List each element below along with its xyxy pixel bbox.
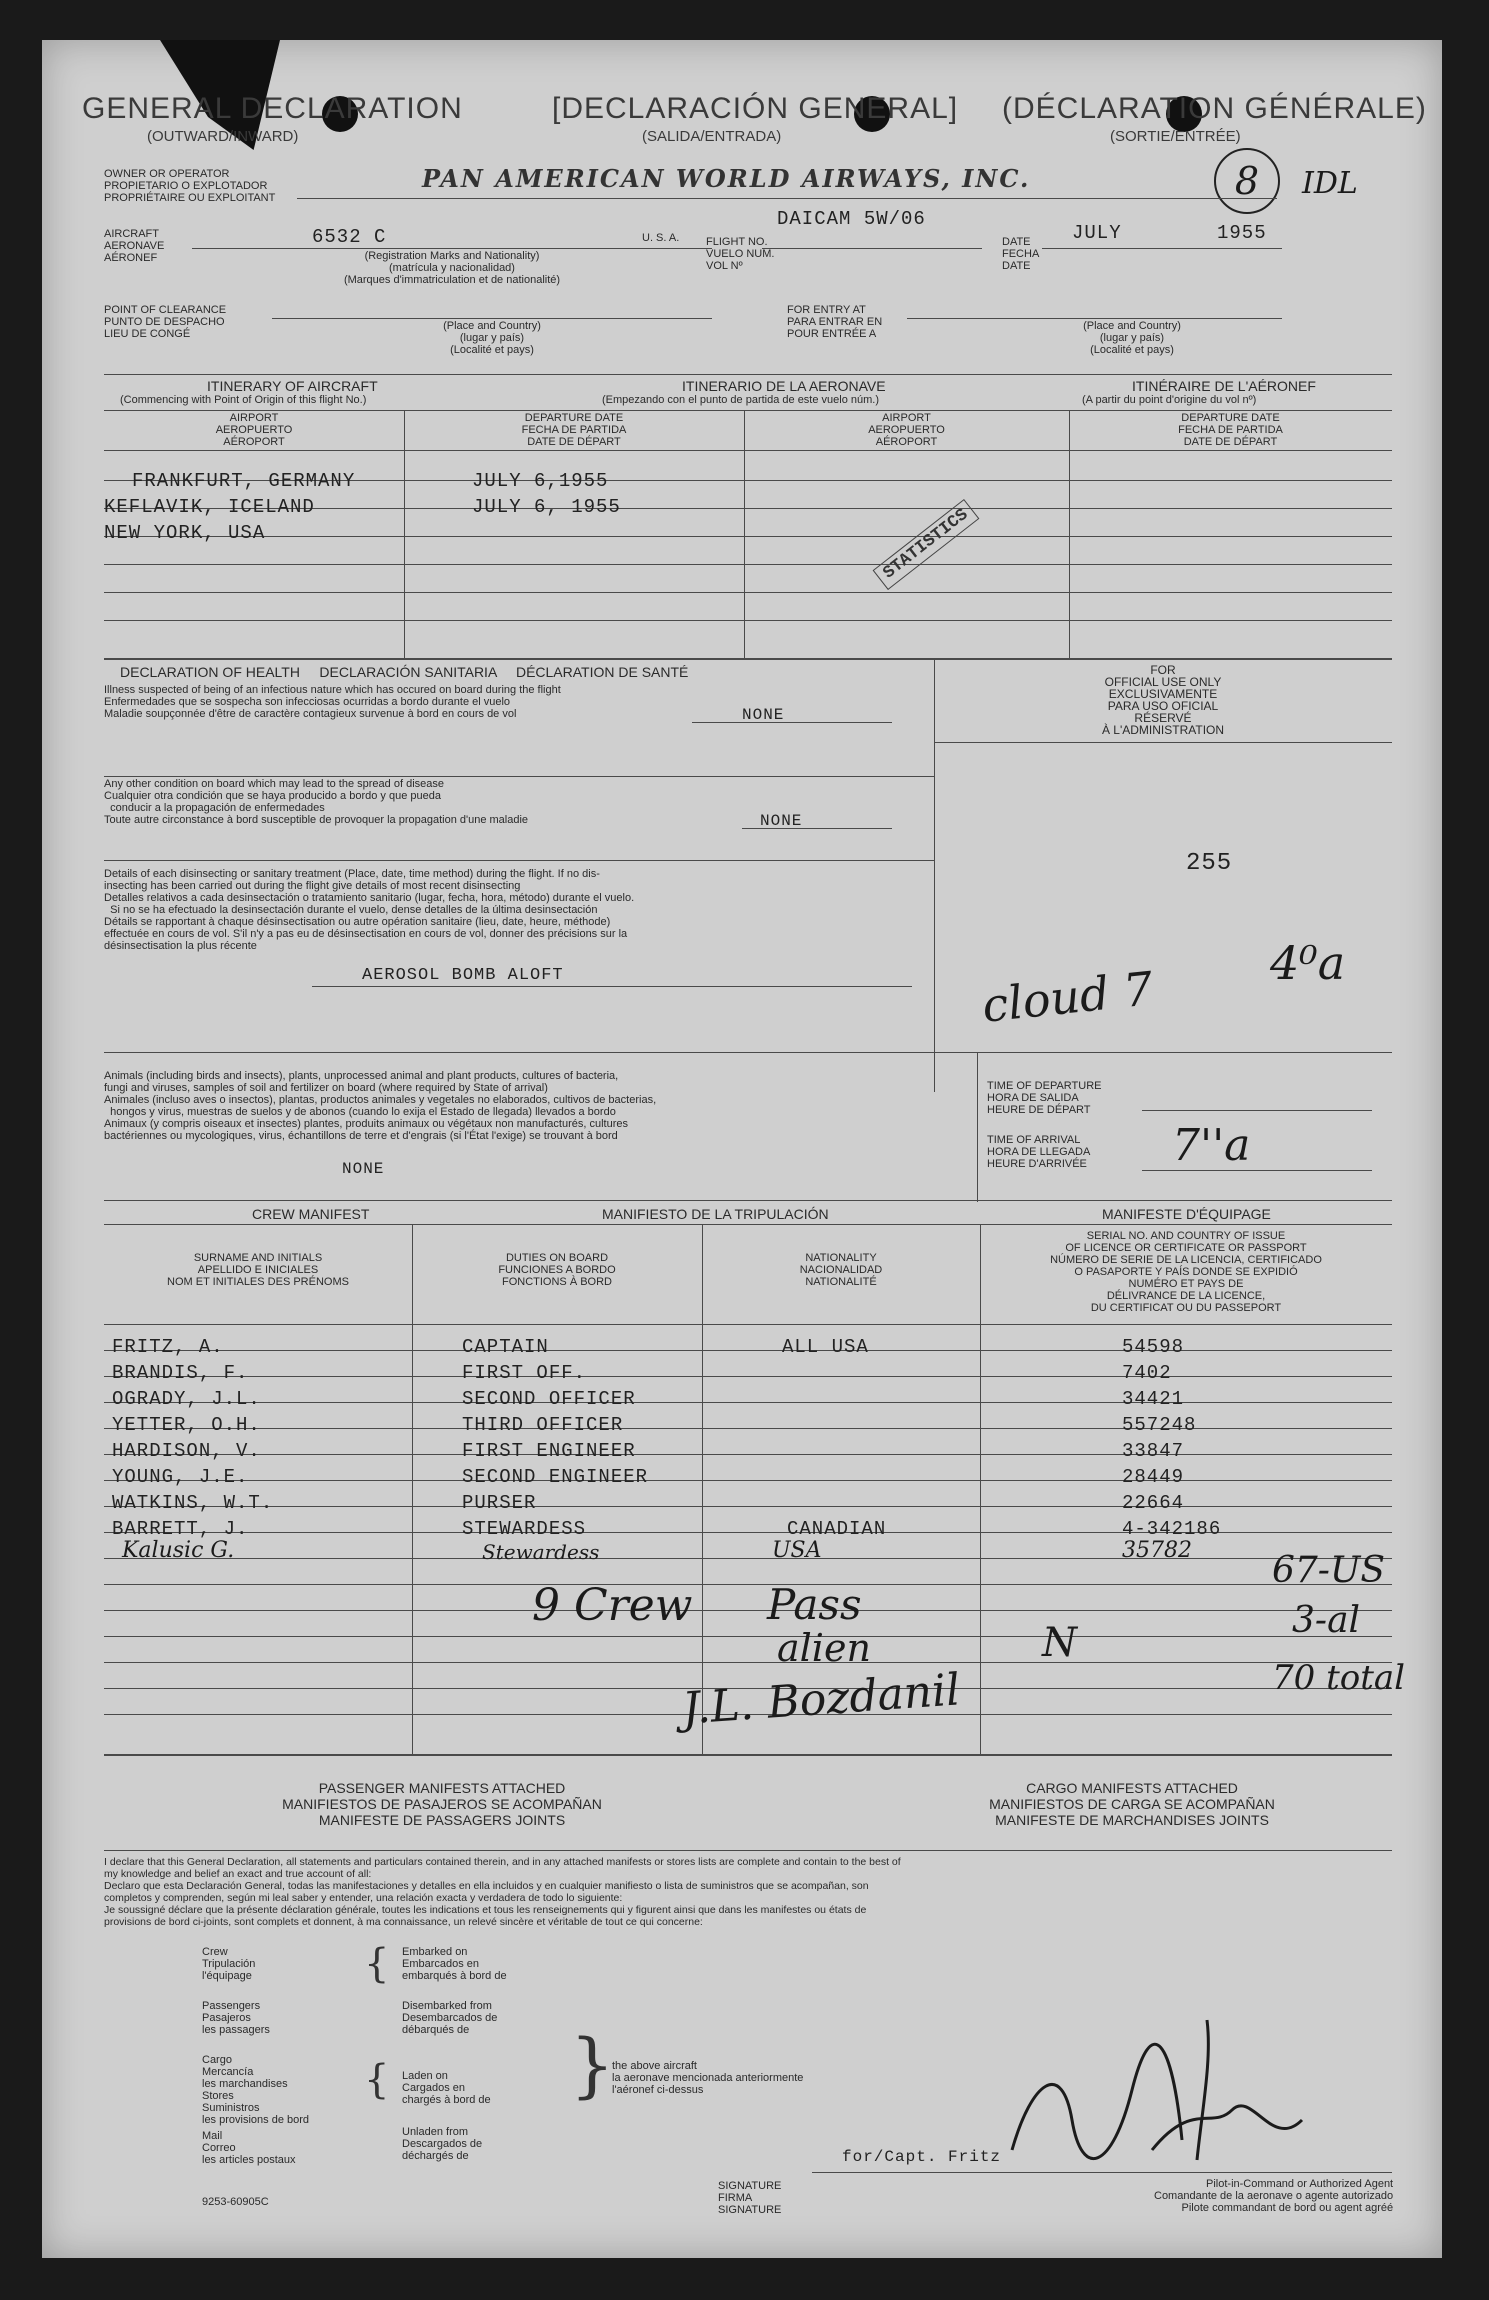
subtitle-en: (OUTWARD/INWARD) [147,128,299,145]
hand-signature-note: J.L. Bozdanil [680,1664,962,1735]
crew-name: WATKINS, W.T. [112,1492,274,1514]
signature-label: SIGNATURE FIRMA SIGNATURE [718,2180,782,2216]
itinerary-sub-fr: (A partir du point d'origine du vol nº) [1082,394,1257,406]
crew-duty: SECOND OFFICER [462,1388,636,1410]
passenger-manifests: PASSENGER MANIFESTS ATTACHED MANIFIESTOS DE PASAJEROS SE ACOMPAÑAN MANIFESTE DE PASSAGERS JOINTS [282,1780,602,1828]
crew-name: YETTER, O.H. [112,1414,261,1436]
entry-label: FOR ENTRY AT PARA ENTRAR EN POUR ENTRÉE A [787,304,883,340]
col-licence: SERIAL NO. AND COUNTRY OF ISSUE OF LICENCE OR CERTIFICATE OR PASSPORT NÚMERO DE SERIE DE LA LICENCIA, CERTIFICADO O PASAPORTE Y PAÍS DONDE SE EXPIDIÓ NUMÉRO ET PAYS DE DÉLIVRANCE DE LA LICENCE, DU CERTIFICAT OU DU PASSEPORT [1050,1230,1322,1314]
crew-nationality: ALL USA [782,1336,869,1358]
aircraft-label: AIRCRAFT AERONAVE AÉRONEF [104,228,165,264]
cargo-manifests: CARGO MANIFESTS ATTACHED MANIFIESTOS DE CARGA SE ACOMPAÑAN MANIFESTE DE MARCHANDISES JOINTS [989,1780,1275,1828]
circled-number: 8 [1214,148,1280,214]
year-value: 1955 [1217,222,1267,244]
crew-licence: 4-342186 [1122,1518,1222,1540]
declaration-crew: Crew Tripulación l'équipage [202,1946,256,1982]
crew-nationality: CANADIAN [787,1518,887,1540]
crew-duty: CAPTAIN [462,1336,549,1358]
health-title: DECLARATION OF HEALTH DECLARACIÓN SANITARIA DÉCLARATION DE SANTÉ [120,664,689,680]
brace-left: { [364,2057,390,2103]
flight-number: DAICAM 5W/06 [777,208,926,230]
col-nationality: NATIONALITY NACIONALIDAD NATIONALITÉ [799,1252,883,1288]
crew-name: HARDISON, V. [112,1440,261,1462]
unladen-from: Unladen from Descargados de déchargés de [402,2126,483,2162]
crew-duty-handwritten: Stewardess [482,1540,600,1564]
itinerary-sub-en: (Commencing with Point of Origin of this flight No.) [120,394,367,406]
crew-duty: PURSER [462,1492,537,1514]
condition-value: NONE [760,812,803,830]
declaration-passengers: Passengers Pasajeros les passagers [202,2000,270,2036]
itinerary-date: JULY 6, 1955 [472,496,621,518]
crew-licence: 557248 [1122,1414,1197,1436]
crew-licence: 22664 [1122,1492,1185,1514]
crew-title-en: CREW MANIFEST [252,1206,370,1222]
itinerary-airport: FRANKFURT, GERMANY [132,470,356,492]
title-en: GENERAL DECLARATION [82,92,463,125]
date-label: DATE FECHA DATE [1002,236,1040,272]
crew-licence: 7402 [1122,1362,1172,1384]
declaration-cargo: Cargo Mercancía les marchandises [202,2054,288,2090]
crew-duty: FIRST OFF. [462,1362,587,1384]
owner-label: OWNER OR OPERATOR PROPIETARIO O EXPLOTADOR PROPRIÉTAIRE OU EXPLOITANT [104,168,276,204]
crew-name: BRANDIS, F. [112,1362,249,1384]
crew-duty: STEWARDESS [462,1518,587,1540]
crew-title-es: MANIFIESTO DE LA TRIPULACIÓN [602,1206,829,1222]
itinerary-title-fr: ITINÉRAIRE DE L'AÉRONEF [1132,378,1316,394]
laden-on: Laden on Cargados en chargés à bord de [402,2070,491,2106]
hand-note: alien [777,1626,871,1670]
crew-name: YOUNG, J.E. [112,1466,249,1488]
statistics-stamp: STATISTICS [873,499,980,590]
declaration-text: I declare that this General Declaration, all statements and particulars contained therein, and in any attached manifests or stores lists are complete and contain to the best of my knowledge and belief an exact and true account of all: Declaro que esta Declaración General, todas las manifestaciones y detalles en ella incluidos y en cualquier manifiesto o lista de suministros que se acompañan, son completos y comprenden, según mi leal saber y entender, una relación exacta y verdadera de todo lo siguiente: Je soussigné déclare que la présente déclaration générale, toutes les indications et tous les renseignements qui y figurent ainsi que dans les manifestes ou états de provisions de bord ci-joints, sont complets et donnent, à ma connaissance, un relevé sincère et véritable de tout ce qui concerne: [104,1856,901,1928]
captain-signature [1002,2000,1322,2180]
illness-value: NONE [742,706,785,724]
official-number: 255 [1186,850,1233,877]
crew-licence: 33847 [1122,1440,1185,1462]
embarked-on: Embarked on Embarcados en embarqués à bord de [402,1946,507,1982]
crew-licence: 54598 [1122,1336,1185,1358]
form-number: 9253-60905C [202,2196,269,2208]
country-value: U. S. A. [642,232,680,244]
crew-licence: 28449 [1122,1466,1185,1488]
hand-note: 3-al [1292,1600,1361,1641]
col-departure-2: DEPARTURE DATE FECHA DE PARTIDA DATE DE DÉPART [1178,412,1283,448]
col-departure: DEPARTURE DATE FECHA DE PARTIDA DATE DE DÉPART [521,412,627,448]
itinerary-title-es: ITINERARIO DE LA AERONAVE [682,378,886,394]
condition-text: Any other condition on board which may lead to the spread of disease Cualquier otra condición que se haya producido a bordo y que pueda conducir a la propagación de enfermedades Toute autre circonstance à bord susceptible de provoquer la propagation d'une maladie [104,778,529,826]
registration-caption: (Registration Marks and Nationality) (matrícula y nacionalidad) (Marques d'immatriculation et de nationalité) [343,250,561,286]
clearance-caption: (Place and Country) (lugar y país) (Localité et pays) [443,320,541,356]
animals-value: NONE [342,1160,385,1178]
itinerary-title-en: ITINERARY OF AIRCRAFT [207,378,378,394]
title-fr: (DÉCLARATION GÉNÉRALE) [1002,92,1427,125]
crew-title-fr: MANIFESTE D'ÉQUIPAGE [1102,1206,1271,1222]
flight-label: FLIGHT NO. VUELO NUM. VOL Nº [706,236,775,272]
hand-note: N [1042,1620,1077,1666]
declaration-stores: Stores Suministros les provisions de bord [202,2090,310,2126]
animals-text: Animals (including birds and insects), plants, unprocessed animal and plant products, cultures of bacteria, fungi and viruses, samples of soil and fertilizer on board (where required by State of arrival) Animales (incluso aves o insectos), plantas, productos animales y vegetales no elaborados, cultivos de bacterias, hongos y virus, muestras de suelos y de abonos (cuando lo exija el Estado de llegada) llevados a bordo Animaux (y compris oiseaux et insectes) plantes, produits animaux ou végétaux non manufacturés, cultures bactériennes ou mycologiques, virus, échantillons de terre et d'engrais (si l'État l'exige) se trouvant à bord [104,1070,657,1142]
cloud-time-note: 4⁰a [1270,936,1346,990]
official-use-label: FOR OFFICIAL USE ONLY EXCLUSIVAMENTE PARA USO OFICIAL RÉSERVÉ À L'ADMINISTRATION [1101,663,1225,737]
signed-for: for/Capt. Fritz [842,2148,1002,2166]
hand-note: Pass [767,1580,862,1629]
aircraft-reference: the above aircraft la aeronave mencionada anteriormente l'aéronef ci-dessus [612,2060,804,2096]
crew-nationality-handwritten: USA [772,1538,822,1563]
declaration-sheet [42,40,1442,2258]
hand-note: 70 total [1272,1658,1406,1698]
departure-time-label: TIME OF DEPARTURE HORA DE SALIDA HEURE DE DÉPART [987,1080,1102,1116]
crew-duty: FIRST ENGINEER [462,1440,636,1462]
col-airport-2: AIRPORT AEROPUERTO AÉROPORT [868,412,945,448]
itinerary-date: JULY 6,1955 [472,470,609,492]
clearance-label: POINT OF CLEARANCE PUNTO DE DESPACHO LIEU DE CONGÉ [104,304,227,340]
cloud-note: cloud 7 [979,961,1156,1033]
crew-name: BARRETT, J. [112,1518,249,1540]
itinerary-sub-es: (Empezando con el punto de partida de este vuelo núm.) [602,394,880,406]
crew-licence: 34421 [1122,1388,1185,1410]
arrival-time-label: TIME OF ARRIVAL HORA DE LLEGADA HEURE D'ARRIVÉE [987,1134,1091,1170]
col-surname: SURNAME AND INITIALS APELLIDO E INICIALES NOM ET INITIALES DES PRÉNOMS [167,1252,349,1288]
brace-left: { [364,1941,390,1987]
arrival-time-value: 7''a [1172,1120,1251,1171]
itinerary-airport: NEW YORK, USA [104,522,266,544]
col-airport: AIRPORT AEROPUERTO AÉROPORT [215,412,293,448]
subtitle-fr: (SORTIE/ENTRÉE) [1110,128,1241,145]
disinsect-text: Details of each disinsecting or sanitary treatment (Place, date, time method) during the flight. If no dis- insecting has been carried out during the flight give details of most recent disinsecting Detalles relativos a cada desinsectación o tratamiento sanitario (lugar, fecha, hora, método) durante el vuelo. Si no se ha efectuado la desinsectación durante el vuelo, dense detalles de la última desinsectación Détails se rapportant à chaque désinsectisation ou autre opération sanitaire (lieu, date, heure, méthode) effectuée en cours de vol. S'il n'y a pas eu de désinsectisation en cours de vol, donner des précisions sur la désinsectisation la plus récente [104,868,635,952]
brace-right: } [570,2024,615,2106]
crew-name: OGRADY, J.L. [112,1388,261,1410]
crew-duty: SECOND ENGINEER [462,1466,649,1488]
crew-name: FRITZ, A. [112,1336,224,1358]
crew-licence-handwritten: 35782 [1122,1538,1192,1563]
registration-value: 6532 C [312,226,387,248]
hand-note: 9 Crew [532,1580,693,1631]
illness-text: Illness suspected of being of an infectious nature which has occured on board during the flight Enfermedades que se sospecha son infecciosas ocurridas a bordo durante el vuelo Maladie soupçonnée d'être de caractère contagieux survenue à bord en cours de vol [104,684,561,720]
title-es: [DECLARACIÓN GENERAL] [552,92,959,125]
hand-note: 67-US [1272,1550,1385,1591]
disembarked-from: Disembarked from Desembarcados de débarqués de [402,2000,498,2036]
col-duties: DUTIES ON BOARD FUNCIONES A BORDO FONCTIONS À BORD [498,1252,616,1288]
subtitle-es: (SALIDA/ENTRADA) [642,128,782,145]
operator-name: PAN AMERICAN WORLD AIRWAYS, INC. [422,164,1031,193]
entry-caption: (Place and Country) (lugar y país) (Localité et pays) [1083,320,1181,356]
crew-name-handwritten: Kalusic G. [122,1538,235,1563]
disinsect-value: AEROSOL BOMB ALOFT [362,966,564,985]
itinerary-airport: KEFLAVIK, ICELAND [104,496,315,518]
declaration-mail: Mail Correo les articles postaux [202,2130,296,2166]
pilot-in-command-label: Pilot-in-Command or Authorized Agent Comandante de la aeronave o agente autorizado Pilote commandant de bord ou agent agréé [1154,2178,1394,2214]
crew-duty: THIRD OFFICER [462,1414,624,1436]
corner-note: IDL [1302,166,1358,201]
date-value: JULY [1072,222,1122,244]
